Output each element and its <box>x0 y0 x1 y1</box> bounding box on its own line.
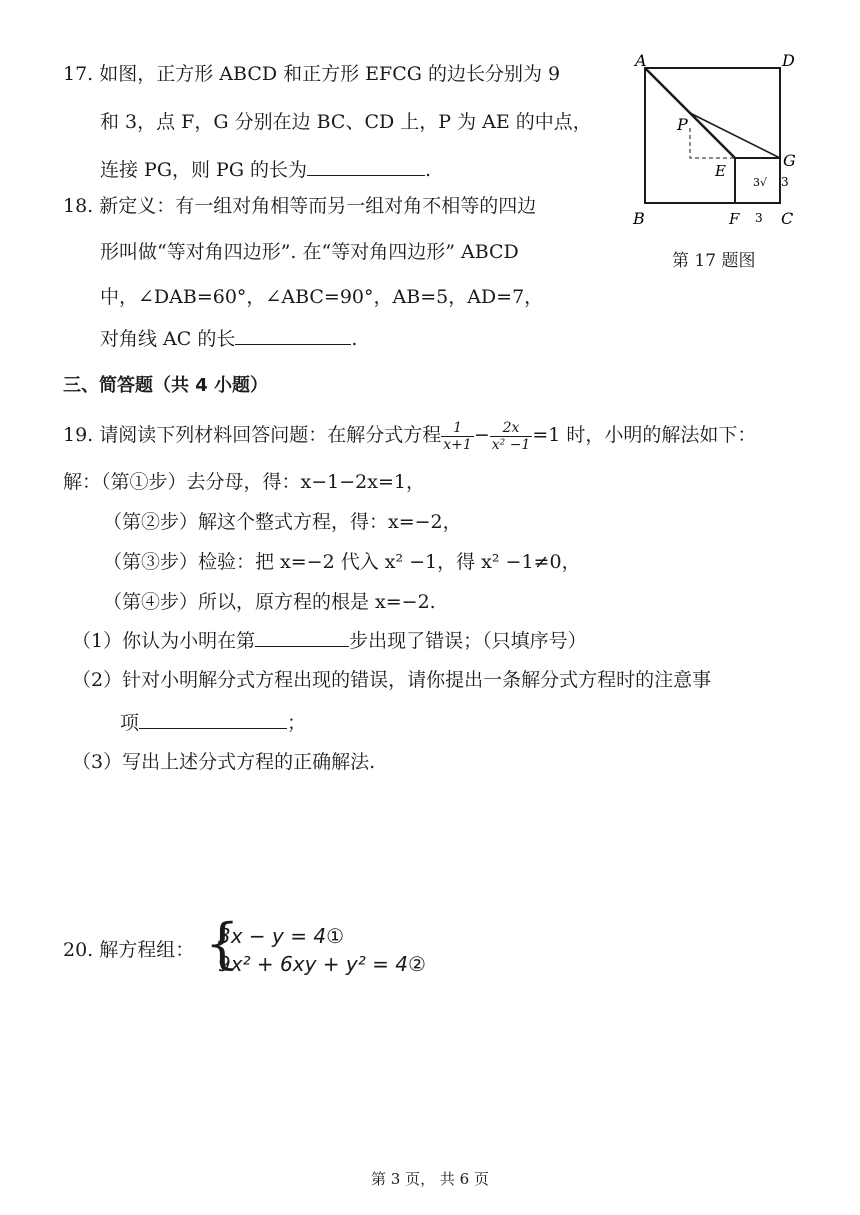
q19-sub-2-end: ； <box>287 712 307 734</box>
q18-line-1: 18. 新定义：有一组对角相等而另一组对角不相等的四边 <box>63 195 537 217</box>
q18-line-3: 中，∠DAB=60°，∠ABC=90°，AB=5，AD=7， <box>100 286 544 308</box>
q17-line-1: 17. 如图，正方形 ABCD 和正方形 EFCG 的边长分别为 9 <box>63 63 561 85</box>
label-a: A <box>635 51 647 70</box>
q19-sub-2-line-2 <box>120 710 306 735</box>
label-p: P <box>677 115 688 134</box>
q19-step-3: （第③步）检验：把 x=−2 代入 x² −1，得 x² −1≠0， <box>103 551 581 573</box>
q18-answer-blank[interactable] <box>235 326 351 345</box>
q20-system <box>218 922 426 978</box>
fraction-2 <box>490 420 533 453</box>
label-fc-length: 3 <box>755 211 763 225</box>
fraction-1-numerator: 1 <box>441 420 474 437</box>
q18-line-2: 形叫做“等对角四边形”. 在“等对角四边形” ABCD <box>100 241 519 263</box>
label-gc-length: 3 <box>781 175 789 189</box>
q17-answer-blank[interactable] <box>307 157 425 176</box>
q20-equation-1: 3x − y = 4① <box>218 924 344 948</box>
q19-step-2: （第②步）解这个整式方程，得：x=−2， <box>103 511 462 533</box>
q19-sub-1-text: （1）你认为小明在第 <box>72 630 256 652</box>
fraction-1 <box>441 420 474 453</box>
q18-line-4 <box>100 326 357 351</box>
q20-brace: { <box>205 912 240 975</box>
q17-line-3-end: . <box>425 159 432 181</box>
q17-figure-caption: 第 17 题图 <box>672 251 756 271</box>
q17-figure <box>625 48 805 233</box>
q19-sub-1 <box>72 628 587 653</box>
q19-step-1: 解：（第①步）去分母，得：x−1−2x=1， <box>63 471 425 493</box>
q20-label: 20. 解方程组： <box>63 939 195 961</box>
label-handwritten-mark: 3√ <box>753 176 768 189</box>
label-f: F <box>729 210 740 228</box>
q19-sub-2-line-1: （2）针对小明解分式方程出现的错误，请你提出一条解分式方程时的注意事 <box>72 669 712 691</box>
q19-step-4: （第④步）所以，原方程的根是 x=−2. <box>103 591 436 613</box>
q19-sub-2-blank[interactable] <box>139 710 287 729</box>
q19-sub-2-text: 项 <box>120 712 140 734</box>
fraction-2-numerator: 2x <box>490 420 533 437</box>
fraction-2-denominator: x² −1 <box>491 436 531 453</box>
label-b: B <box>633 209 645 228</box>
q18-line-4-text: 对角线 AC 的长 <box>100 328 236 350</box>
q17-line-2: 和 3，点 F，G 分别在边 BC、CD 上，P 为 AE 的中点， <box>100 111 592 133</box>
q19-sub-1-blank[interactable] <box>255 628 349 647</box>
label-e: E <box>715 162 726 180</box>
q17-line-3 <box>100 157 431 182</box>
fraction-1-denominator: x+1 <box>443 436 472 453</box>
q20-equation-2: 9x² + 6xy + y² = 4② <box>218 952 426 976</box>
label-d: D <box>782 51 795 70</box>
q19-intro <box>63 415 756 455</box>
q17-line-3-text: 连接 PG，则 PG 的长为 <box>100 159 308 181</box>
q19-intro-end: =1 时，小明的解法如下： <box>532 424 757 446</box>
q19-intro-text: 19. 请阅读下列材料回答问题：在解分式方程 <box>63 424 442 446</box>
label-c: C <box>781 209 794 228</box>
page-footer: 第 3 页， 共 6 页 <box>371 1170 489 1188</box>
section-3-title: 三、简答题（共 4 小题） <box>63 375 269 396</box>
fraction-minus: − <box>473 424 490 446</box>
q18-line-4-end: . <box>351 328 358 350</box>
segment-pg <box>690 113 780 158</box>
q19-sub-1-end: 步出现了错误；（只填序号） <box>349 630 587 652</box>
label-g: G <box>783 151 796 170</box>
q19-sub-3: （3）写出上述分式方程的正确解法. <box>72 751 376 773</box>
